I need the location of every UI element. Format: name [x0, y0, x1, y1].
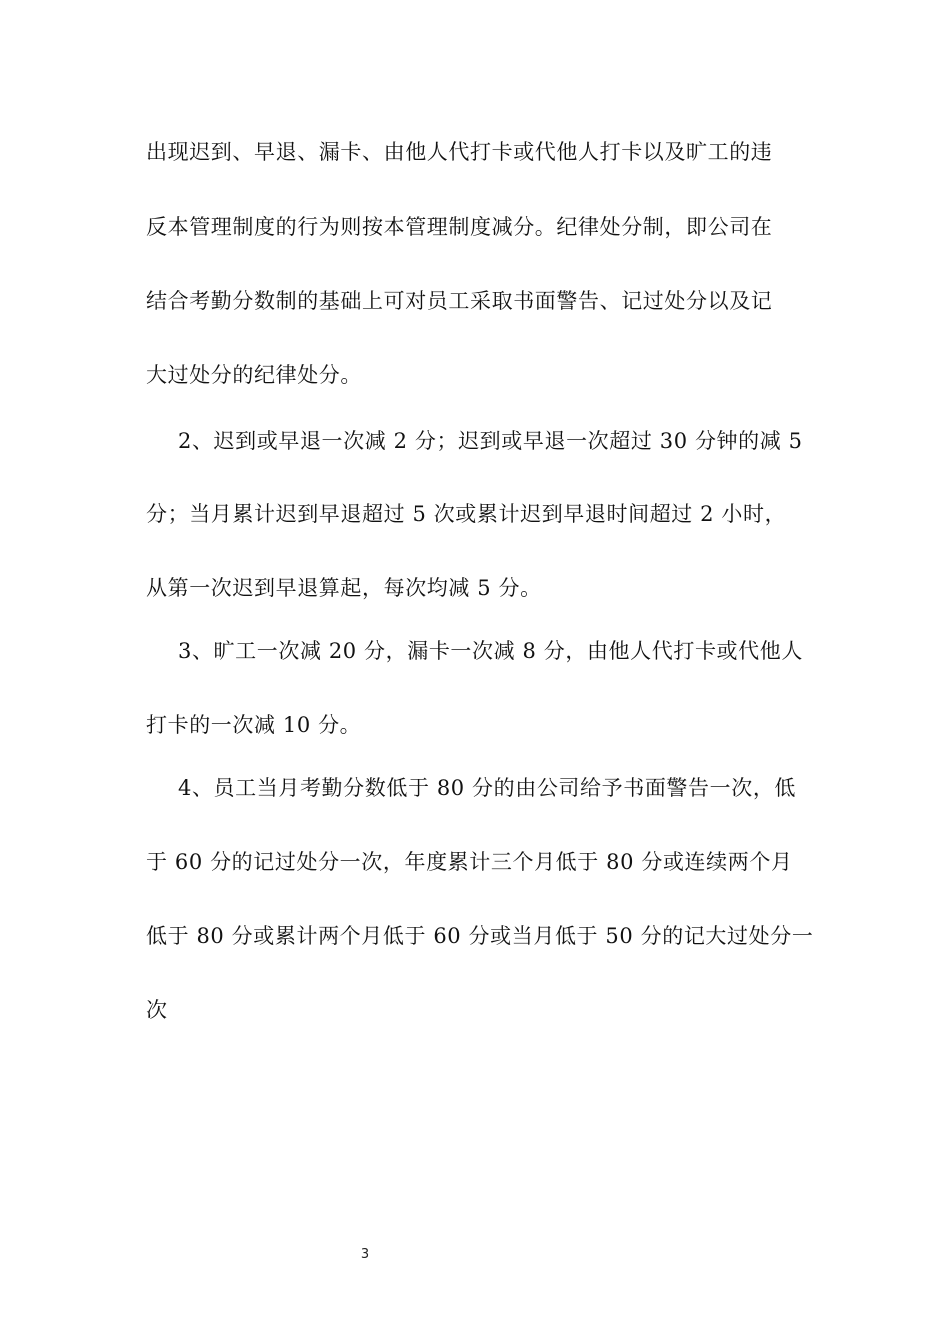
text-line: 出现迟到、早退、漏卡、由他人代打卡或代他人打卡以及旷工的违 [146, 140, 773, 164]
text-line: 3、旷工一次减 20 分，漏卡一次减 8 分，由他人代打卡或代他人 [178, 639, 803, 663]
text-line: 2、迟到或早退一次减 2 分；迟到或早退一次超过 30 分钟的减 5 [178, 429, 803, 453]
text-line: 次 [146, 998, 168, 1022]
text-line: 于 60 分的记过处分一次，年度累计三个月低于 80 分或连续两个月 [146, 850, 793, 874]
text-line: 4、员工当月考勤分数低于 80 分的由公司给予书面警告一次，低 [178, 776, 797, 800]
text-line: 低于 80 分或累计两个月低于 60 分或当月低于 50 分的记大过处分一 [146, 924, 814, 948]
text-line: 分；当月累计迟到早退超过 5 次或累计迟到早退时间超过 2 小时， [146, 502, 787, 526]
text-line: 从第一次迟到早退算起，每次均减 5 分。 [146, 576, 542, 600]
page-number: 3 [360, 1247, 370, 1262]
text-line: 反本管理制度的行为则按本管理制度减分。纪律处分制，即公司在 [146, 215, 773, 239]
text-line: 大过处分的纪律处分。 [146, 363, 362, 387]
text-line: 打卡的一次减 10 分。 [146, 713, 362, 737]
text-line: 结合考勤分数制的基础上可对员工采取书面警告、记过处分以及记 [146, 289, 773, 313]
